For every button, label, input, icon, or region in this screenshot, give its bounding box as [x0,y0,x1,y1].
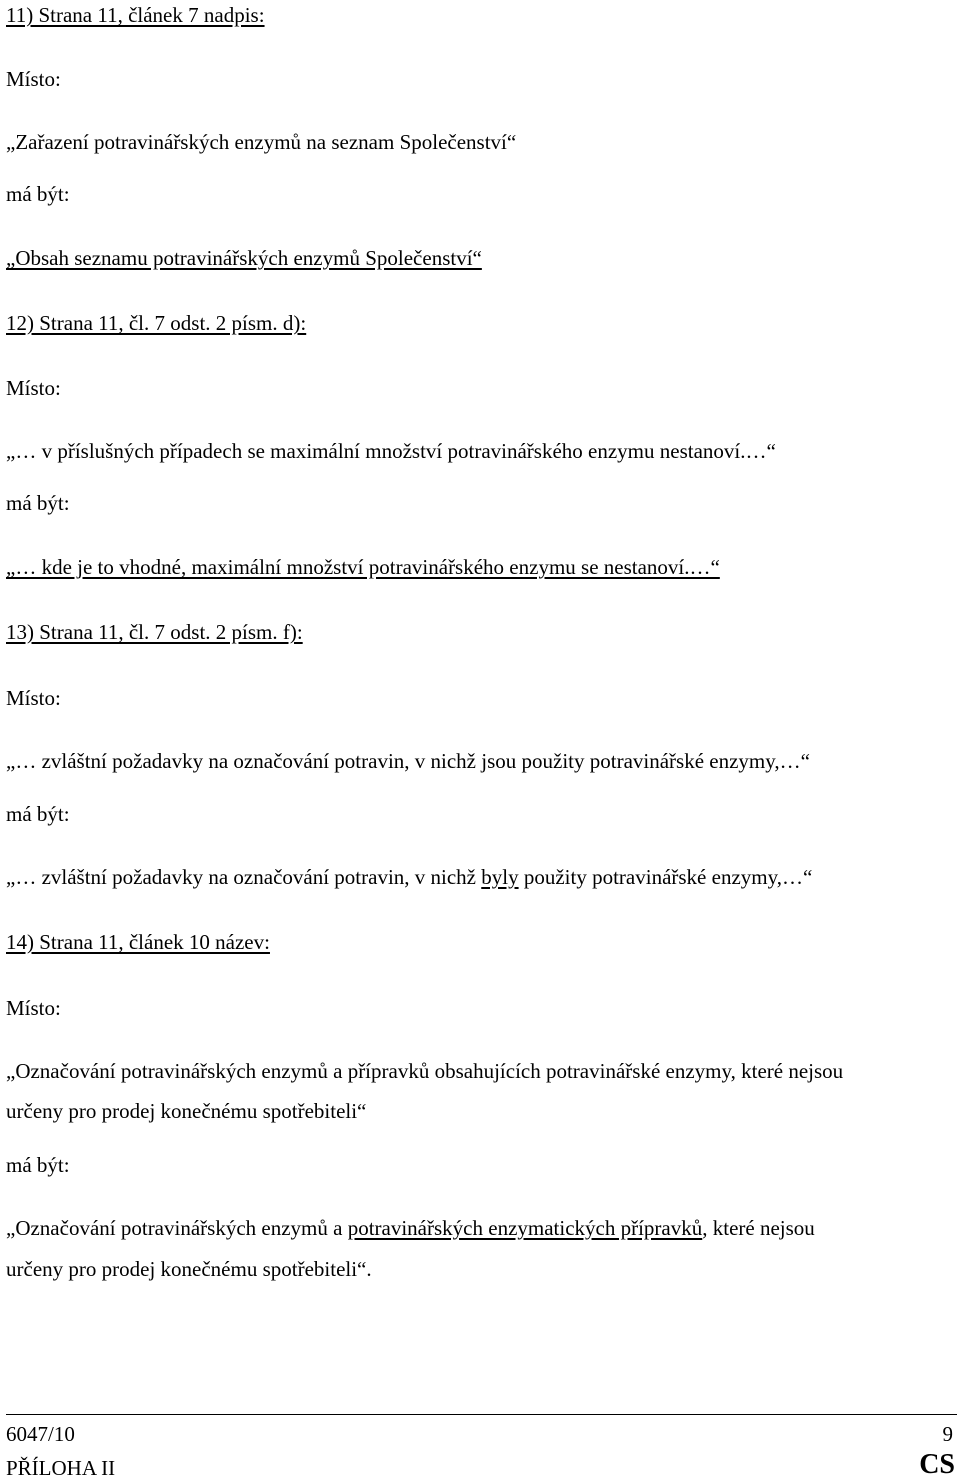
item-12-heading: 12) Strana 11, čl. 7 odst. 2 písm. d): [6,311,307,335]
item-12-misto-label: Místo: [6,376,61,400]
item-14-new-text-line1 [6,1216,815,1240]
item-11-heading: 11) Strana 11, článek 7 nadpis: [6,3,265,27]
item-13-heading: 13) Strana 11, čl. 7 odst. 2 písm. f): [6,620,303,644]
footer-doc-number: 6047/10 [6,1422,75,1446]
item-13-new-text-underlined: byly [481,865,519,889]
item-14-misto-label: Místo: [6,996,61,1020]
item-11-new-text: „Obsah seznamu potravinářských enzymů Společenství“ [6,246,482,270]
footer-lang-code: CS [919,1449,955,1480]
item-14-new-text-pre: „Označování potravinářských enzymů a [6,1216,348,1240]
item-11-ma-byt-label: má být: [6,182,70,206]
item-13-ma-byt-label: má být: [6,802,70,826]
item-11-old-text: „Zařazení potravinářských enzymů na seznam Společenství“ [6,130,517,154]
item-13-old-text: „… zvláštní požadavky na označování potravin, v nichž jsou použity potravinářské enzymy,…“ [6,749,810,773]
item-14-old-text-line2: určeny pro prodej konečnému spotřebiteli“ [6,1099,367,1123]
item-14-new-text-mid: , které nejsou [702,1216,815,1240]
item-12-ma-byt-label: má být: [6,491,70,515]
item-14-heading: 14) Strana 11, článek 10 název: [6,930,270,954]
item-14-new-text-underlined: potravinářských enzymatických přípravků [347,1216,703,1240]
item-13-new-text [6,865,812,889]
footer-page-number: 9 [942,1422,953,1446]
footer-annex: PŘÍLOHA II [6,1456,116,1480]
item-14-old-text-line1: „Označování potravinářských enzymů a přípravků obsahujících potravinářské enzymy, které nejsou [6,1059,844,1083]
item-14-new-text-line2: určeny pro prodej konečnému spotřebiteli“. [6,1257,372,1281]
footer-rule [6,1414,957,1415]
item-13-new-text-pre: „… zvláštní požadavky na označování potravin, v nichž [6,865,482,889]
item-12-old-text: „… v příslušných případech se maximální množství potravinářského enzymu nestanoví.…“ [6,439,776,463]
item-13-misto-label: Místo: [6,686,61,710]
item-11-misto-label: Místo: [6,67,61,91]
item-12-new-text: „… kde je to vhodné, maximální množství potravinářského enzymu se nestanoví.…“ [6,555,720,579]
item-14-ma-byt-label: má být: [6,1153,70,1177]
item-13-new-text-post: použity potravinářské enzymy,…“ [518,865,813,889]
